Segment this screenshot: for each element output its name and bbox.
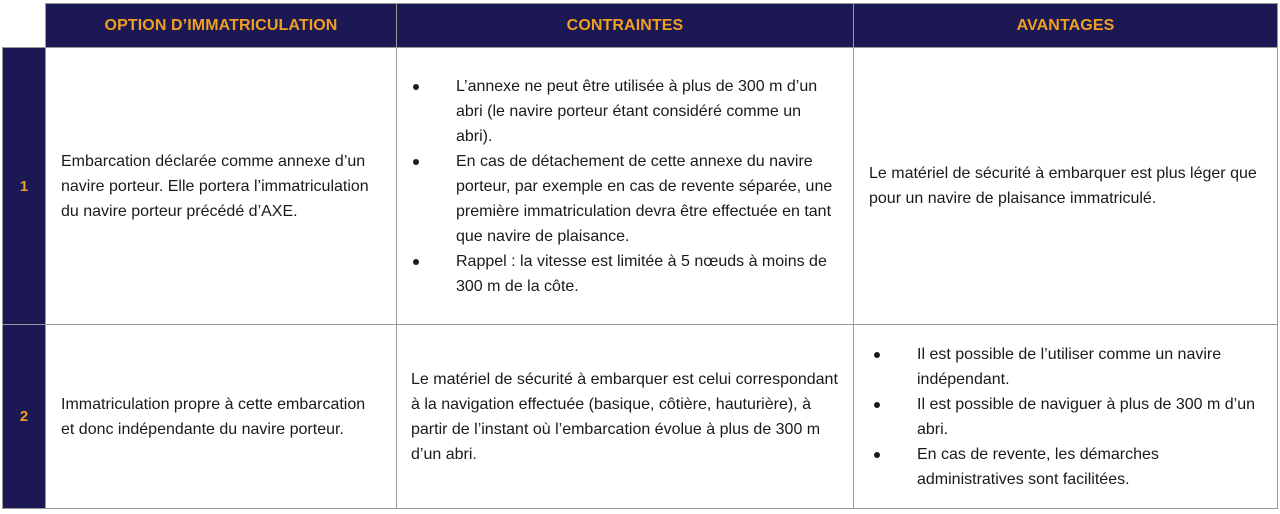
list-item-text: Il est possible de l’utiliser comme un navire indépendant. [917, 345, 1222, 388]
option-text: Immatriculation propre à cette embarcation et donc indépendante du navire porteur. [61, 395, 366, 438]
list-item [411, 249, 839, 299]
list-item [411, 149, 839, 249]
row-number: 2 [3, 325, 46, 509]
option-cell [46, 48, 397, 325]
table-row [3, 325, 1278, 509]
avantages-list [872, 342, 1263, 492]
option-text: Embarcation déclarée comme annexe d’un navire porteur. Elle portera l’immatriculation du navire porteur précédé d’AXE. [61, 152, 369, 220]
avantages-text: Le matériel de sécurité à embarquer est plus léger que pour un navire de plaisance immatriculé. [869, 165, 1257, 207]
registration-options-table [2, 3, 1278, 509]
list-item-text: En cas de détachement de cette annexe du navire porteur, par exemple en cas de revente séparée, une première immatriculation devra être effectuée en tant que navire de plaisance. [456, 152, 833, 245]
header-avantages: AVANTAGES [854, 4, 1278, 48]
avantages-cell [854, 48, 1278, 325]
list-item-text: En cas de revente, les démarches administratives sont facilitées. [917, 445, 1159, 488]
list-item-text: Rappel : la vitesse est limitée à 5 nœuds à moins de 300 m de la côte. [456, 252, 827, 295]
header-option: OPTION D’IMMATRICULATION [46, 4, 397, 48]
list-item [872, 342, 1263, 392]
table-row [3, 48, 1278, 325]
header-contraintes: CONTRAINTES [397, 4, 854, 48]
contraintes-cell [397, 48, 854, 325]
list-item-text: Il est possible de naviguer à plus de 300 m d’un abri. [917, 395, 1255, 438]
contraintes-cell [397, 325, 854, 509]
list-item [872, 392, 1263, 442]
list-item [411, 74, 839, 149]
contraintes-text: Le matériel de sécurité à embarquer est celui correspondant à la navigation effectuée (basique, côtière, hauturière), à partir de l’instant où l’embarcation évolue à plus de 300 m d’un abri. [411, 370, 838, 463]
avantages-cell [854, 325, 1278, 509]
contraintes-list [411, 74, 839, 299]
list-item-text: L’annexe ne peut être utilisée à plus de 300 m d’un abri (le navire porteur étant considéré comme un abri). [456, 77, 818, 145]
row-number: 1 [3, 48, 46, 325]
table-header-row [3, 4, 1278, 48]
list-item [872, 442, 1263, 492]
option-cell [46, 325, 397, 509]
header-corner [3, 4, 46, 48]
